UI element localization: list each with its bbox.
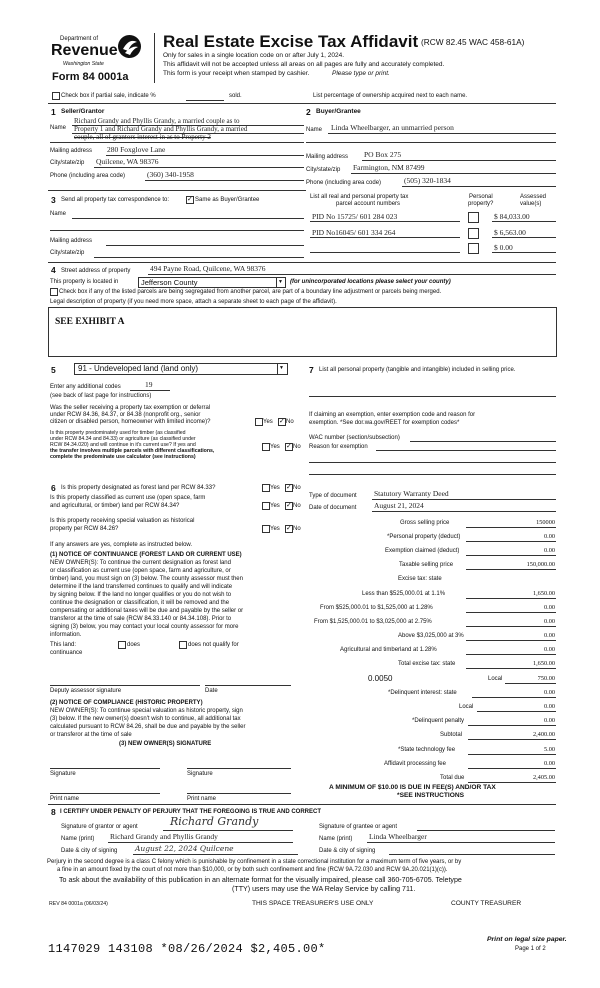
located-label: This property is located in [50,279,119,285]
partial-sale-label: Check box if partial sale, indicate % [61,93,156,99]
tax-row-label: Taxable selling price [399,562,454,568]
delinquent-local-value[interactable]: 0.00 [543,703,555,710]
current-use-yes-checkbox[interactable] [262,502,270,510]
grantor-signature-image[interactable]: Richard Grandy [170,815,259,828]
total-state-value[interactable]: 1,650.00 [532,660,555,667]
grantor-name-label: Name (print) [61,836,95,842]
seller-name-3[interactable]: couple, all of grantors interest in as to Property 2 [74,133,211,141]
buyer-mail[interactable]: PO Box 275 [364,150,402,159]
continuance-line: compensating or additional taxes will be due and payable by the seller or [50,608,244,614]
same-as-buyer-checkbox[interactable]: ✓ [187,196,193,203]
tax-row-value[interactable]: 0.00 [543,533,555,540]
cashier-stamp: 1147029 143108 *08/26/2024 $2,405.00* [48,942,326,956]
section-3-number: 3 [51,195,56,205]
bracket-label: From $1,525,000.01 to $3,025,000 at 2.75% [314,619,432,625]
page-number: Page 1 of 2 [515,946,546,952]
see-instructions-notice: *SEE INSTRUCTIONS [397,792,465,799]
no-label: No [293,444,301,450]
exemption-q-line1: Was the seller receiving a property tax exemption or deferral [50,405,211,411]
forest-yes-checkbox[interactable] [262,484,270,492]
segregated-label: Check box if any of the listed parcels are being segregated from another parcel, are part of a boundary line adjustment or parcels being merged. [59,289,442,295]
exemption-no-checkbox[interactable]: ✓ [279,418,285,425]
penalty-value[interactable]: 0.00 [543,717,555,724]
form-title: Real Estate Excise Tax Affidavit [163,32,419,51]
ownership-note: List percentage of ownership acquired next to each name. [313,93,468,99]
perjury-notice-2: a fine in an amount fixed by the court of not more than $10,000, or by both such confinement and fine (RCW 9A.72.030 and RCW 9A.20.021(1)(c)). [57,867,448,873]
bracket-value[interactable]: 0.00 [543,632,555,639]
yes-label: Yes [270,485,280,491]
same-as-buyer-label: Same as Buyer/Grantee [195,197,260,203]
no-label: No [293,485,301,491]
additional-codes-label: Enter any additional codes [50,384,121,390]
forest-no-checkbox[interactable]: ✓ [286,484,292,491]
section-8-number: 8 [51,807,56,817]
timber-no-checkbox[interactable]: ✓ [286,443,292,450]
subtotal-label: Subtotal [440,732,463,738]
tax-row-label: Gross selling price [400,520,450,526]
form-number: Form 84 0001a [52,71,129,83]
tax-row-label: Exemption claimed (deduct) [385,548,460,554]
new-owner-print-1: Print name [50,796,80,802]
new-owner-print-2: Print name [187,796,217,802]
current-use-q-line1: Is this property classified as current use (open space, farm [50,495,206,501]
minimum-due-notice: A MINIMUM OF $10.00 IS DUE IN FEE(S) AND/OR TAX [329,784,496,791]
land-use-value: 91 - Undeveloped land (land only) [78,364,199,373]
dept-text: Department of [60,36,99,42]
parcel-col-header-1: List all real and personal property tax [310,194,409,200]
bracket-label: From $525,000.01 to $1,525,000 at 1.28% [320,605,433,611]
bracket-label: Agricultural and timberland at 1.28% [340,647,437,653]
dor-logo-icon [117,34,142,59]
buyer-name-label: Name [306,127,323,133]
assessed-col-header: Assessed [520,194,547,200]
timber-q-line5: complete the predominate use calculator (see instructions) [50,454,196,460]
processing-fee-value[interactable]: 0.00 [543,760,555,767]
bracket-label: Less than $525,000.01 at 1.1% [362,591,446,597]
if-yes-note: If any answers are yes, complete as instructed below. [50,542,193,548]
doc-type-label: Type of document [309,493,357,499]
historic-no-checkbox[interactable]: ✓ [286,525,292,532]
seller-mail[interactable]: 280 Foxglove Lane [107,145,166,154]
unincorporated-note: (for unincorporated locations please select your county) [290,279,451,285]
partial-sale-checkbox[interactable] [52,92,60,100]
continuance-line: or classification as current use (open space, farm and agriculture, or [50,568,231,574]
perjury-notice-1: Perjury in the second degree is a class C felony which is punishable by confinement in a state correctional institution for a maximum term of five years, or by [47,859,462,865]
continuance-line: by signing below. If the land no longer qualifies or you do not wish to [50,592,232,598]
personal-property-checkbox[interactable] [468,212,479,223]
treasurer-use-label: THIS SPACE TREASURER'S USE ONLY [252,900,374,907]
seller-name-2[interactable]: Property 1 and Richard Grandy and Phyllis Grandy, a married [74,125,248,133]
forest-land-question: Is this property designated as forest land per RCW 84.33? [61,485,216,491]
section-1-number: 1 [51,107,56,117]
legal-description-label: Legal description of property (if you need more space, attach a separate sheet to each page of the affidavit). [50,299,337,305]
section-2-number: 2 [306,107,311,117]
reason-label: Reason for exemption [309,444,368,450]
grantor-date-city[interactable]: August 22, 2024 Quilcene [135,844,234,853]
tax-row-value[interactable]: 150,000.00 [526,561,555,568]
revision-code: REV 84 0001a (06/03/24) [49,901,108,907]
header-note-1: Only for sales in a single location code on or after July 1, 2024. [163,52,345,59]
subtotal-value[interactable]: 2,400.00 [532,731,555,738]
seller-phone-label: Phone (including area code) [50,173,126,179]
tech-fee-label: *State technology fee [398,747,456,753]
alt-format-notice-2: (TTY) users may use the WA Relay Service by calling 711. [232,885,416,893]
historic-line: or transferor at the time of sale [50,732,132,738]
delinquent-state-value[interactable]: 0.00 [543,689,555,696]
delinquent-state-label: *Delinquent interest: state [388,690,457,696]
buyer-city[interactable]: Farmington, NM 87499 [353,163,425,172]
state-text: Washington State [63,61,104,67]
local-value[interactable]: 750.00 [537,675,555,682]
personal-col-header: Personal [469,194,493,200]
legal-description-text: SEE EXHIBIT A [55,317,125,327]
grantee-name-label: Name (print) [319,836,353,842]
excise-state-label: Excise tax: state [398,576,442,582]
timber-q-line3: RCW 84.34.020) and will continue in it's current use? If yes and [50,442,196,448]
continuance-line: determine if the land transferred continues to qualify and will indicate [50,584,233,590]
bracket-value[interactable]: 1,650.00 [532,590,555,597]
does-label: does [127,642,141,648]
buyer-name[interactable]: Linda Wheelbarger, an unmarried person [331,123,454,132]
wac-label: WAC number (section/subsection) [309,435,400,441]
new-owner-signature-2: Signature [187,771,213,777]
continuance-line: timber) land, you must sign on (3) below. The county assessor must then [50,576,243,582]
assessed-value[interactable]: $ 6,563.00 [494,228,526,237]
correspondence-label: Send all property tax correspondence to: [61,197,170,203]
delinquent-local-label: Local [459,704,474,710]
local-rate: 0.0050 [368,674,393,683]
county-dropdown-button[interactable] [276,278,285,287]
chevron-down-icon: ▼ [279,365,284,371]
exemption-yes-checkbox[interactable] [255,418,263,426]
historic-q-line1: Is this property receiving special valuation as historical [50,518,195,524]
seller-name-label: Name [50,125,67,131]
exemption-q-line3: citizen or disabled person, homeowner with limited income)? [50,419,211,425]
land-use-dropdown-button[interactable] [277,364,287,374]
historic-line: NEW OWNER(S): To continue special valuation as historic property, sign [50,708,243,714]
exemption-instruction-1: If claiming an exemption, enter exemption code and reason for [309,412,476,418]
grantee-print-name[interactable]: Linda Wheelbarger [369,832,427,841]
sold-label: sold. [229,93,242,99]
buyer-title: Buyer/Grantee [316,108,361,115]
header-note-3: This form is your receipt when stamped by cashier. [163,70,310,77]
personal-col-header-b: property? [468,201,494,207]
does-qualify-checkbox[interactable] [118,641,126,649]
street-label: Street address of property [61,268,131,274]
historic-title: (2) NOTICE OF COMPLIANCE (HISTORIC PROPERTY) [50,700,203,706]
revenue-text: Revenue [51,42,118,59]
this-land-label: This land: [50,642,77,648]
continuance-line: signing (3) below, you may contact your local county assessor for more [50,624,239,630]
continuance-line: information. [50,632,82,638]
personal-property-label: List all personal property (tangible and intangible) included in selling price. [319,367,516,373]
buyer-mail-label: Mailing address [306,154,349,160]
no-label: No [293,526,301,532]
tax-row-value[interactable]: 150000 [536,519,555,526]
doc-type-value[interactable]: Statutory Warranty Deed [374,489,449,498]
yes-label: Yes [263,419,273,425]
no-label: No [286,419,294,425]
tech-fee-value[interactable]: 5.00 [543,746,555,753]
legal-description-field[interactable] [48,307,557,357]
corr-name-label: Name [50,211,67,217]
additional-codes-value[interactable]: 19 [145,380,153,389]
processing-fee-label: Affidavit processing fee [384,761,446,767]
tax-row-value[interactable]: 0.00 [543,547,555,554]
assessed-value[interactable]: $ 84,033.00 [494,212,530,221]
grantee-signature-label: Signature of grantee or agent [319,824,398,830]
continuance-line: NEW OWNER(S): To continue the current designation as forest land [50,560,231,566]
historic-q-line2: property per RCW 84.26? [50,526,119,532]
continuance-line: continue the designation or classification, it will be removed and the [50,600,230,606]
does-not-qualify-checkbox[interactable] [179,641,187,649]
total-due-label: Total due [440,775,465,781]
seller-name-1[interactable]: Richard Grandy and Phyllis Grandy, a married couple as to [74,117,240,125]
deputy-date-label: Date [205,688,218,694]
continuance-label: continuance [50,650,83,656]
rcw-ref: (RCW 82.45 WAC 458-61A) [421,37,525,47]
chevron-down-icon: ▼ [278,279,283,285]
seller-city-label: City/state/zip [50,160,85,166]
county-treasurer-label: COUNTY TREASURER [451,900,522,907]
current-use-q-line2: and agricultural, or timber) land per RCW 84.34? [50,503,180,509]
assessed-col-header-b: value(s) [520,201,542,207]
timber-yes-checkbox[interactable] [262,443,270,451]
continuance-title: (1) NOTICE OF CONTINUANCE (FOREST LAND OR CURRENT USE) [50,552,242,558]
timber-q-line1: Is this property predominately used for timber (as classified [50,430,186,436]
historic-line: calculated pursuant to RCW 84.26, shall be due and payable by the seller [50,724,246,730]
grantee-date-label: Date & city of signing [319,848,376,854]
current-use-no-checkbox[interactable]: ✓ [286,502,292,509]
grantor-print-name[interactable]: Richard Grandy and Phyllis Grandy [110,832,218,841]
bracket-value[interactable]: 0.00 [543,618,555,625]
corr-city-label: City/state/zip [50,250,85,256]
total-state-label: Total excise tax: state [398,661,456,667]
section-5-number: 5 [51,365,56,375]
corr-mail-label: Mailing address [50,238,93,244]
buyer-phone[interactable]: (505) 320-1834 [404,176,451,185]
yes-label: Yes [270,503,280,509]
header-note-2: This affidavit will not be accepted unless all areas on all pages are fully and accurately completed. [163,61,445,68]
section-4-number: 4 [51,265,56,275]
historic-line: (3) below. If the new owner(s) doesn't wish to continue, all additional tax [50,716,241,722]
seller-city[interactable]: Quilcene, WA 98376 [96,157,159,166]
new-owner-signature-1: Signature [50,771,76,777]
header-note-3b: Please type or print. [332,70,390,77]
exemption-q-line2: under RCW 84.36, 84.37, or 84.38 (nonprofit org., senior [50,412,201,418]
penalty-label: *Delinquent penalty [412,718,465,724]
new-owner-signature-title: (3) NEW OWNER(S) SIGNATURE [119,741,212,747]
personal-property-checkbox[interactable] [468,228,479,239]
land-use-select[interactable] [74,363,288,375]
alt-format-notice-1: To ask about the availability of this publication in an alternate format for the visually impaired, please call 360-705-6705. Teletype [59,876,462,884]
exemption-instruction-2: exemption. *See dor.wa.gov/REET for exemption codes* [309,420,460,426]
certify-statement: I CERTIFY UNDER PENALTY OF PERJURY THAT THE FOREGOING IS TRUE AND CORRECT [60,809,322,815]
parcel-id[interactable]: PID No 15725/ 601 284 023 [312,212,398,221]
buyer-phone-label: Phone (including area code) [306,180,382,186]
legal-paper-note: Print on legal size paper. [487,936,567,943]
no-label: No [293,503,301,509]
assessed-value[interactable]: $ 0.00 [494,243,513,252]
grantor-date-label: Date & city of signing [61,848,118,854]
section-6-number: 6 [51,483,56,493]
doc-date-label: Date of document [309,505,357,511]
deputy-signature-label: Deputy assessor signature [50,688,122,694]
timber-q-line4: the transfer involves multiple parcels with different classifications, [50,448,215,454]
bracket-label: Above $3,025,000 at 3% [398,633,464,639]
county-select[interactable] [138,277,286,288]
parcel-id[interactable]: PID No16045/ 601 334 264 [312,228,396,237]
does-not-label: does not qualify for [188,642,239,648]
property-street[interactable]: 494 Payne Road, Quilcene, WA 98376 [150,264,266,273]
bracket-value[interactable]: 0.00 [543,604,555,611]
segregated-checkbox[interactable] [50,288,58,296]
continuance-line: transferor at the time of sale (RCW 84.33.140 or 84.34.108). Prior to [50,616,232,622]
personal-property-checkbox[interactable] [468,243,479,254]
seller-mail-label: Mailing address [50,148,93,154]
doc-date-value[interactable]: August 21, 2024 [374,501,424,510]
buyer-city-label: City/state/zip [306,167,341,173]
total-due-value[interactable]: 2,405.00 [532,774,555,781]
timber-q-line2: under RCW 84.34 and 84.33) or agriculture (as classified under [50,436,196,442]
grantor-signature-label: Signature of grantor or agent [61,824,138,830]
yes-label: Yes [270,526,280,532]
bracket-value[interactable]: 0.00 [543,646,555,653]
see-back-note: (see back of last page for instructions) [50,393,152,399]
historic-yes-checkbox[interactable] [262,525,270,533]
tax-row-label: *Personal property (deduct) [387,534,461,540]
section-7-number: 7 [309,365,314,375]
parcel-col-header-1b: parcel account numbers [336,201,401,207]
local-label: Local [488,676,503,682]
county-value: Jefferson County [141,278,198,287]
yes-label: Yes [270,444,280,450]
seller-title: Seller/Grantor [61,108,105,115]
seller-phone[interactable]: (360) 340-1958 [147,170,194,179]
